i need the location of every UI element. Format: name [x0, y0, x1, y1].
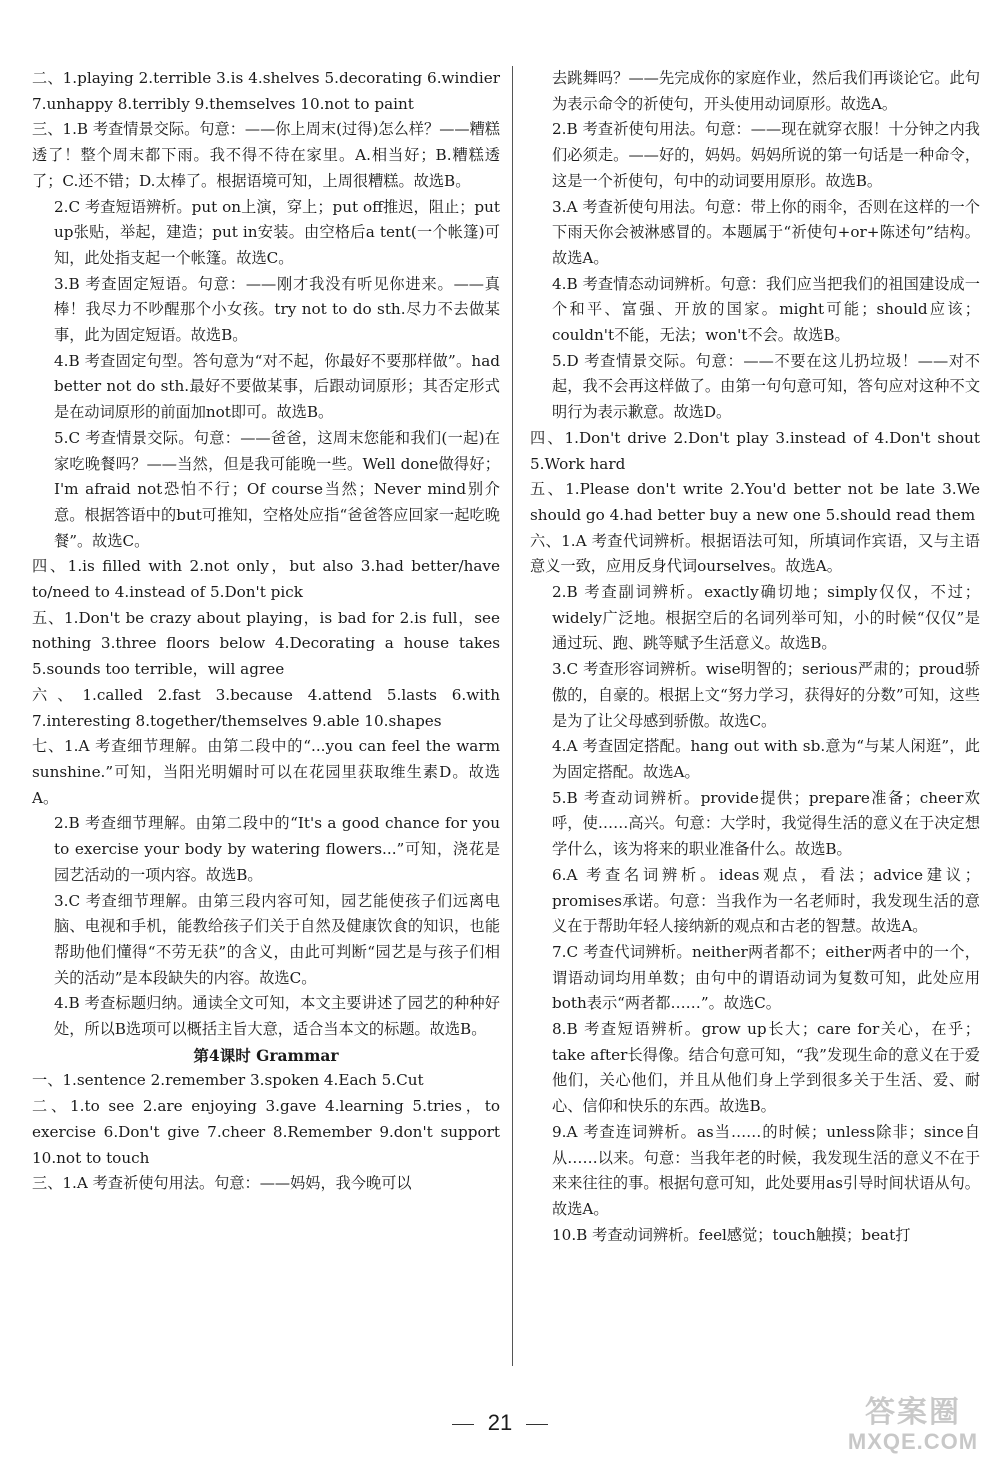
answer-entry: 5.C 考查情景交际。句意：——爸爸，这周末您能和我们(一起)在家吃晚餐吗？——当然，但是我可能晚一些。Well done做得好；I'm afraid not恐怕不行；Of course当然；Never mind别介意。根据答语中的but可推知，空格处应指“爸爸答应回家一起吃晚餐”。故选C。: [54, 428, 500, 550]
left-column: [32, 66, 500, 1197]
answer-entry: 5.B 考查动词辨析。provide提供；prepare准备；cheer欢呼，使……高兴。句意：大学时，我觉得生活的意义在于决定想学什么，该为将来的职业准备什么。故选B。: [552, 788, 980, 859]
answer-entry: 七、1.A 考查细节理解。由第二段中的“...you can feel the warm sunshine.”可知，当阳光明媚时可以在花园里获取维生素D。故选A。: [32, 737, 500, 807]
answer-entry: 四、1.Don't drive 2.Don't play 3.instead of 4.Don't shout 5.Work hard: [530, 428, 980, 473]
answer-entry: 4.A 考查固定搭配。hang out with sb.意为“与某人闲逛”，此为固定搭配。故选A。: [552, 737, 980, 781]
answer-entry: 五、1.Don't be crazy about playing，is bad for 2.is full，see nothing 3.three floors below 4.Decorating a house takes 5.sounds too terrible，will agree: [32, 608, 500, 679]
answer-entry: 3.A 考查祈使句用法。句意：带上你的雨伞，否则在这样的一个下雨天你会被淋感冒的。本题属于“祈使句+or+陈述句”结构。故选A。: [552, 197, 980, 267]
answer-entry: 2.C 考查短语辨析。put on上演，穿上；put off推迟，阻止；put up张贴，举起，建造；put in安装。由空格后a tent(一个帐篷)可知，此处指支起一个帐篷。故选C。: [54, 197, 500, 267]
answer-entry: 5.D 考查情景交际。句意：——不要在这儿扔垃圾！——对不起，我不会再这样做了。由第一句句意可知，答句应对这种不文明行为表示歉意。故选D。: [552, 351, 980, 422]
answer-entry: 4.B 考查标题归纳。通读全文可知，本文主要讲述了园艺的种种好处，所以B选项可以概括主旨大意，适合当本文的标题。故选B。: [54, 994, 500, 1039]
answer-entry: 三、1.B 考查情景交际。句意：——你上周末(过得)怎么样？——糟糕透了！整个周末都下雨。我不得不待在家里。A.相当好；B.糟糕透了；C.还不错；D.太棒了。根据语境可知，上周很糟糕。故选B。: [32, 120, 500, 190]
answer-entry: 二、1.playing 2.terrible 3.is 4.shelves 5.decorating 6.windier 7.unhappy 8.terribly 9.themselves 10.not to paint: [32, 69, 500, 113]
answer-entry: 去跳舞吗？——先完成你的家庭作业，然后我们再谈论它。此句为表示命令的祈使句，开头使用动词原形。故选A。: [552, 69, 980, 113]
answer-entry: 二、1.to see 2.are enjoying 3.gave 4.learning 5.tries，to exercise 6.Don't give 7.cheer 8.Remember 9.don't support 10.not to touch: [32, 1097, 500, 1167]
answer-entry: 2.B 考查祈使句用法。句意：——现在就穿衣服！十分钟之内我们必须走。——好的，妈妈。妈妈所说的第一句话是一种命令，这是一个祈使句，句中的动词要用原形。故选B。: [552, 120, 980, 190]
answer-entry: 2.B 考查副词辨析。exactly确切地；simply仅仅，不过；widely广泛地。根据空后的名词列举可知，小的时候“仅仅”是通过玩、跑、跳等赋予生活意义。故选B。: [552, 583, 980, 653]
answer-entry: 2.B 考查细节理解。由第二段中的“It's a good chance for you to exercise your body by watering flowers...”可知，浇花是园艺活动的一项内容。故选B。: [54, 814, 500, 884]
answer-entry: 9.A 考查连词辨析。as当……的时候；unless除非；since自从……以来。句意：当我年老的时候，我发现生活的意义不在于来来往往的事。根据句意可知，此处要用as引导时间状语从句。故选A。: [552, 1122, 980, 1218]
page-number: 21: [487, 1410, 513, 1435]
answer-entry: 4.B 考查固定句型。答句意为“对不起，你最好不要那样做”。had better not do sth.最好不要做某事，后跟动词原形；其否定形式是在动词原形的前面加not即可。故选B。: [54, 351, 500, 422]
footer-dash-right: [526, 1424, 548, 1425]
answer-entry: 3.C 考查细节理解。由第三段内容可知，园艺能使孩子们远离电脑、电视和手机，能教给孩子们关于自然及健康饮食的知识，也能帮助他们懂得“不劳无获”的含义，由此可判断“园艺是与孩子们相关的活动”是本段缺失的内容。故选C。: [54, 891, 500, 987]
answer-entry: 7.C 考查代词辨析。neither两者都不；either两者中的一个，谓语动词均用单数；由句中的谓语动词为复数可知，此处应用both表示“两者都……”。故选C。: [552, 942, 980, 1013]
watermark-line2: MXQE.COM: [847, 1429, 979, 1454]
answer-entry: 3.C 考查形容词辨析。wise明智的；serious严肃的；proud骄傲的，自豪的。根据上文“努力学习，获得好的分数”可知，这些是为了让父母感到骄傲。故选C。: [552, 660, 980, 730]
lesson-title: 第4课时 Grammar: [193, 1045, 339, 1065]
answer-entry: 六、1.A 考查代词辨析。根据语法可知，所填词作宾语，又与主语意义一致，应用反身代词ourselves。故选A。: [530, 531, 980, 576]
answer-entry: 4.B 考查情态动词辨析。句意：我们应当把我们的祖国建设成一个和平、富强、开放的国家。might可能；should应该；couldn't不能，无法；won't不会。故选B。: [552, 274, 980, 345]
column-divider: [512, 66, 513, 1366]
answer-entry: 一、1.sentence 2.remember 3.spoken 4.Each 5.Cut: [32, 1071, 424, 1090]
footer-dash-left: [452, 1424, 474, 1425]
right-column: [530, 66, 980, 1248]
watermark-logo: [838, 1396, 988, 1458]
answer-entry: 3.B 考查固定短语。句意：——刚才我没有听见你进来。——真棒！我尽力不吵醒那个小女孩。try not to do sth.尽力不去做某事，此为固定短语。故选B。: [54, 274, 500, 345]
answer-entry: 10.B 考查动词辨析。feel感觉；touch触摸；beat打: [552, 1225, 911, 1244]
answer-entry: 五、1.Please don't write 2.You'd better not be late 3.We should go 4.had better buy a new one 5.should read them: [530, 480, 980, 524]
answer-entry: 8.B 考查短语辨析。grow up长大；care for关心，在乎；take after长得像。结合句意可知，“我”发现生命的意义在于爱他们，关心他们，并且从他们身上学到很多关于生活、爱、耐心、信仰和快乐的东西。故选B。: [552, 1020, 980, 1116]
answer-entry: 6.A 考查名词辨析。ideas观点，看法；advice建议；promises承诺。句意：当我作为一名老师时，我发现生活的意义在于帮助年轻人接纳新的观点和古老的智慧。故选A。: [552, 865, 980, 936]
answer-entry: 四、1.is filled with 2.not only，but also 3.had better/have to/need to 4.instead of 5.Don't pick: [32, 557, 500, 602]
watermark-line1: 答案圈: [865, 1396, 961, 1429]
answer-entry: 三、1.A 考查祈使句用法。句意：——妈妈，我今晚可以: [32, 1174, 412, 1193]
answer-entry: 六、1.called 2.fast 3.because 4.attend 5.lasts 6.with 7.interesting 8.together/themselves 9.able 10.shapes: [32, 685, 500, 730]
